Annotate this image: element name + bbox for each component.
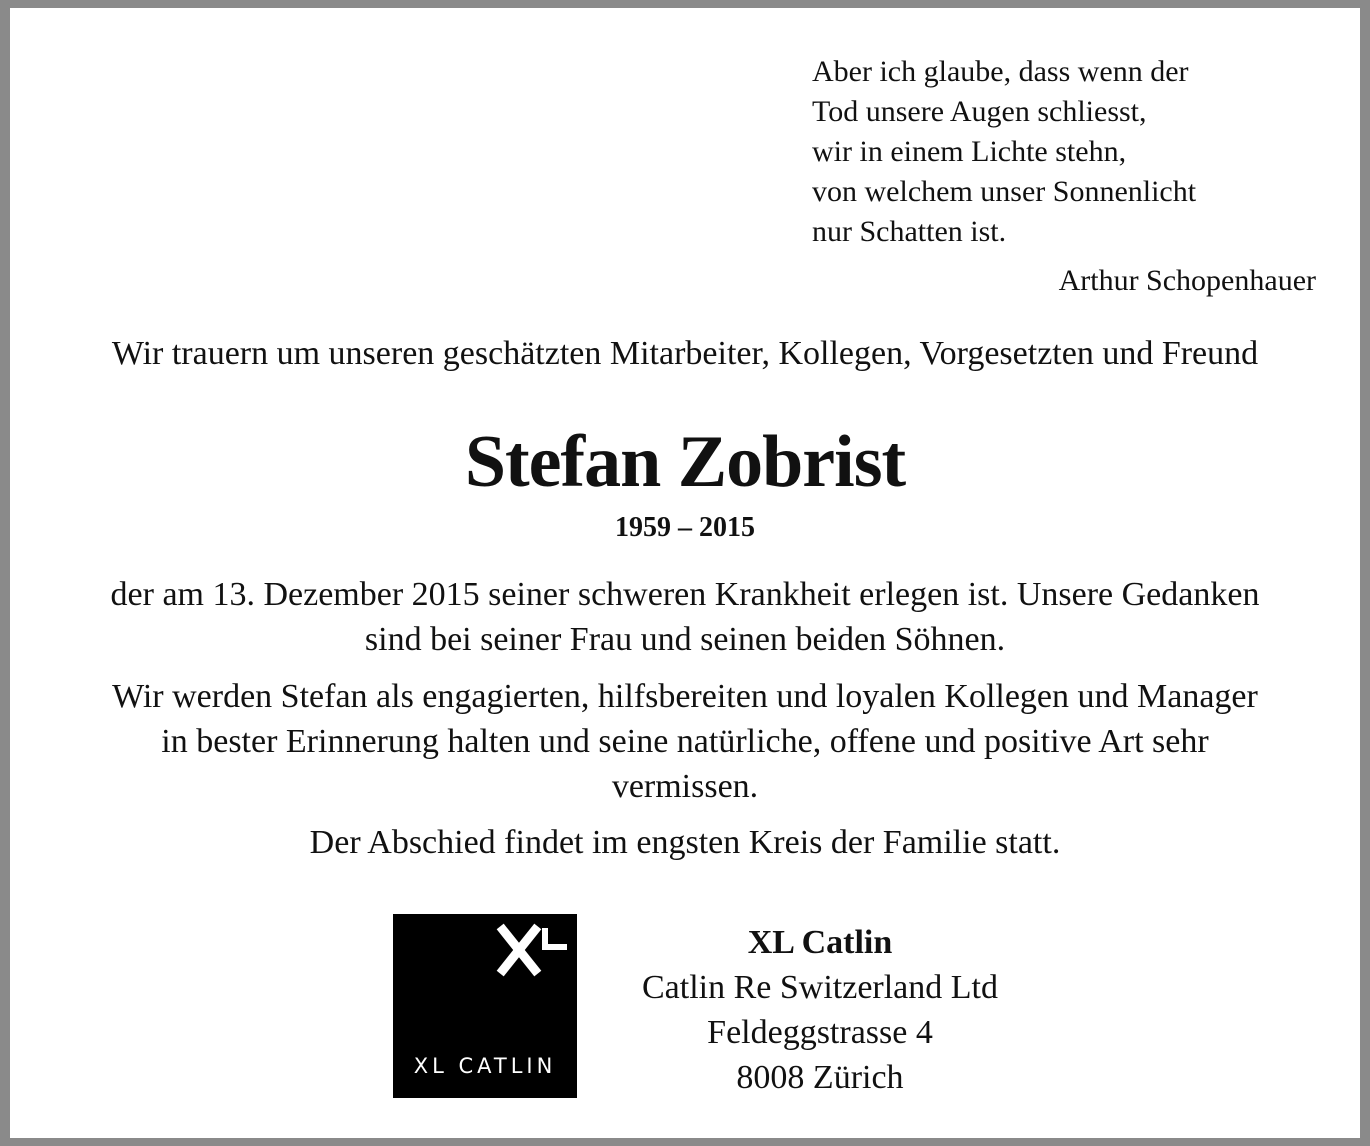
- quote-block: [812, 52, 1332, 252]
- quote-line: nur Schatten ist.: [812, 215, 1007, 248]
- quote-line: von welchem unser Sonnenlicht: [812, 175, 1197, 208]
- deceased-name: Stefan Zobrist: [464, 421, 906, 503]
- company-address: [605, 920, 1035, 1100]
- paragraph-line: Wir werden Stefan als engagierten, hilfsbereiten und loyalen Kollegen und Manager: [112, 678, 1258, 715]
- company-street: Feldeggstrasse 4: [707, 1014, 933, 1051]
- paragraph-death-notice: [10, 572, 1360, 662]
- paragraph-line: vermissen.: [611, 768, 759, 805]
- company-city: 8008 Zürich: [736, 1059, 904, 1096]
- intro-text: Wir trauern um unseren geschätzten Mitarbeiter, Kollegen, Vorgesetzten und Freund: [111, 335, 1259, 372]
- quote-line: wir in einem Lichte stehn,: [812, 135, 1127, 168]
- company-name: XL Catlin: [747, 924, 893, 961]
- paragraph-remembrance: [10, 674, 1360, 809]
- paragraph-farewell: Der Abschied findet im engsten Kreis der Familie statt.: [309, 824, 1061, 861]
- paragraph-line: der am 13. Dezember 2015 seiner schweren Krankheit erlegen ist. Unsere Gedanken: [110, 576, 1260, 613]
- quote-line: Aber ich glaube, dass wenn der: [812, 55, 1189, 88]
- quote-author: Arthur Schopenhauer: [1058, 264, 1316, 297]
- logo-wordmark: XL CATLIN: [413, 1054, 557, 1078]
- quote-line: Tod unsere Augen schliesst,: [812, 95, 1147, 128]
- paragraph-line: sind bei seiner Frau und seinen beiden Söhnen.: [364, 621, 1006, 658]
- life-years: 1959 – 2015: [615, 512, 755, 543]
- obituary-notice: [10, 8, 1360, 1138]
- xl-catlin-logo: [393, 914, 577, 1098]
- company-entity: Catlin Re Switzerland Ltd: [642, 969, 998, 1006]
- paragraph-line: in bester Erinnerung halten und seine natürliche, offene und positive Art sehr: [161, 723, 1209, 760]
